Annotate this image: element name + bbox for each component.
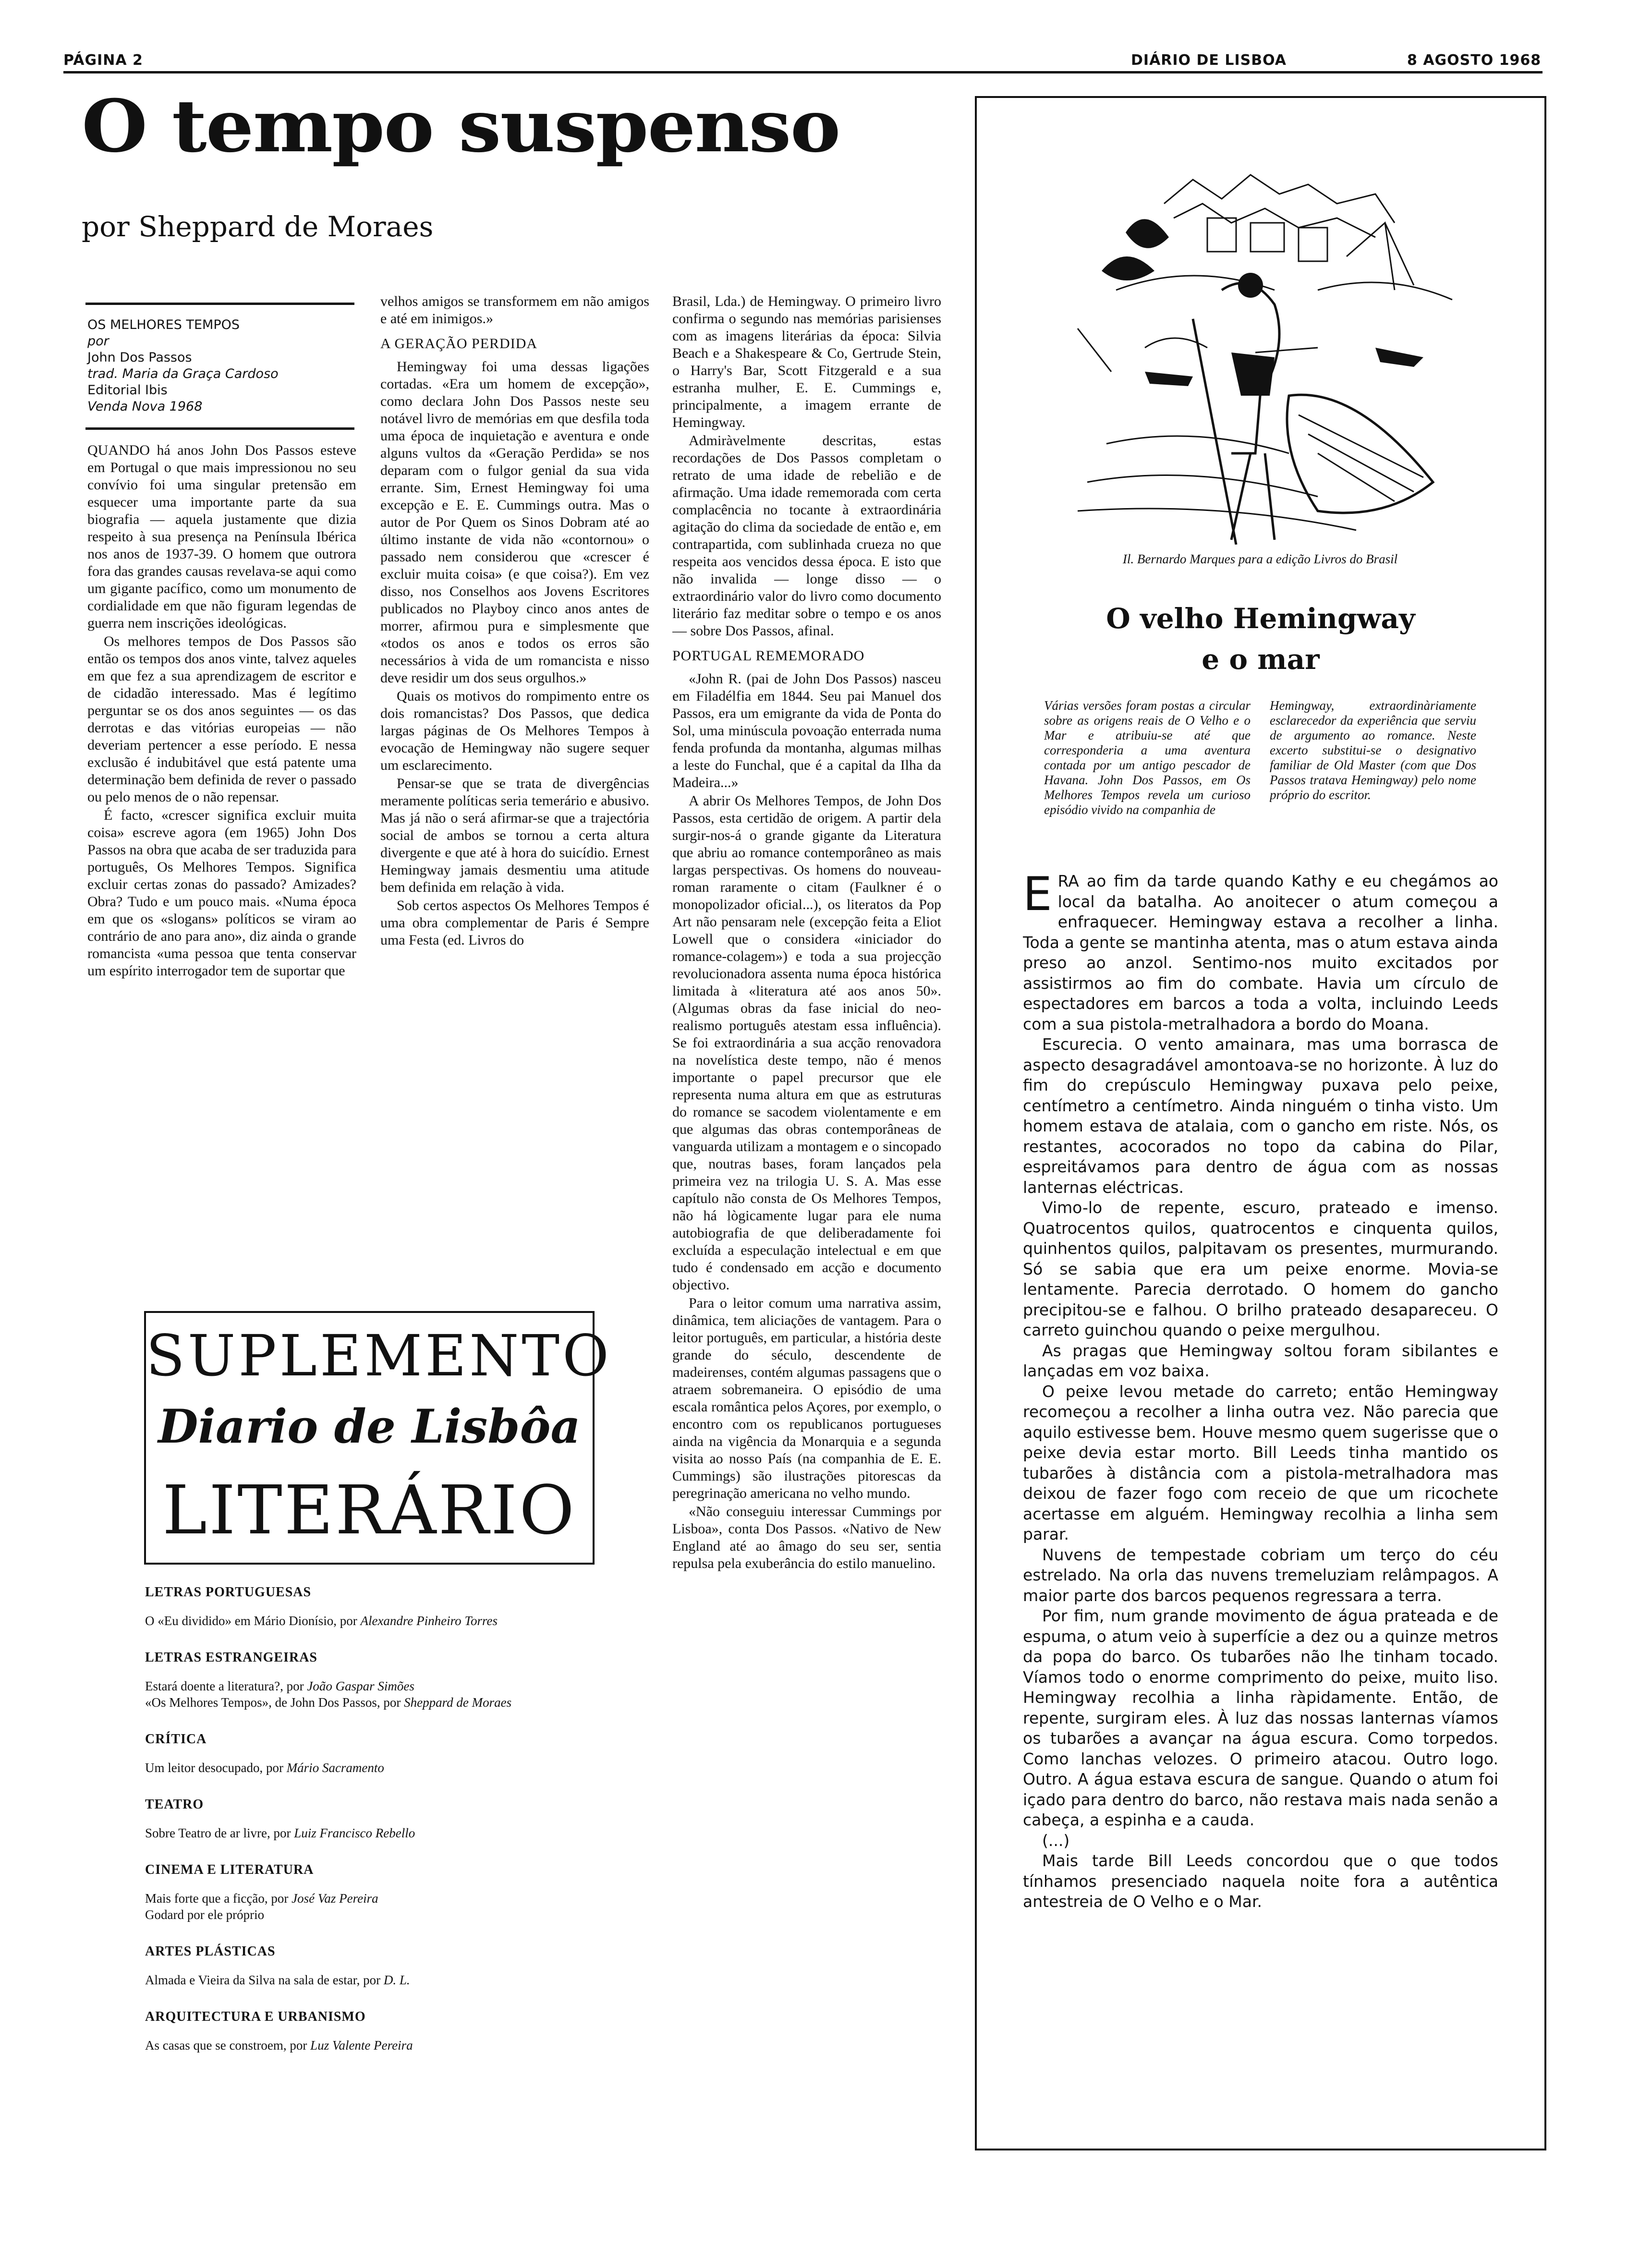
sidebar-intro-right: Hemingway, extraordinàriamente esclarecedor da experiência que serviu de argumento ao romance. Neste excerto substitui-se o designativo familiar de Old Master (com que Dos Passos tratava Hemingway) pelo nome próprio do escritor. (1270, 698, 1476, 802)
book-publisher: Editorial Ibis (87, 383, 168, 398)
supplement-item-title: Sobre Teatro de ar livre, por (145, 1826, 294, 1840)
supplement-section-heading: CINEMA E LITERATURA (145, 1862, 314, 1877)
supplement-section-heading: LETRAS ESTRANGEIRAS (145, 1650, 317, 1665)
paragraph: Pensar-se que se trata de divergências meramente políticas seria temerário e abusivo. Mas já não o será afirmar-se que a trajectória social de ambos se tornou a certa altura divergente e que até à hora do suicídio. Ernest Hemingway jamais desmentiu uma atitude bem definida em relação à vida. (380, 776, 649, 895)
article-title: O tempo suspenso (82, 84, 840, 169)
supplement-section (145, 1862, 625, 1923)
supplement-item (145, 1907, 625, 1923)
supplement-item-author: Luz Valente Pereira (310, 2038, 413, 2053)
sidebar-box (975, 96, 1546, 2150)
drop-cap: E (1023, 871, 1052, 921)
supplement-section-heading: CRÍTICA (145, 1732, 207, 1747)
supplement-item-author: Alexandre Pinheiro Torres (360, 1614, 498, 1628)
paragraph: A abrir Os Melhores Tempos, de John Dos Passos, esta certidão de origem. A partir dela surgir-nos-á o grande gigante da Literatura que abriu ao romance contemporâneo as mais largas perspectivas. Os homens do nouveau-roman raramente o citam (Faulkner é o monopolizador oficial...), os literatos da Pop Art não pensaram nele (excepção feita a Eliot Lowell que o considera «iniciador do romance-colagem») e toda a sua projecção revolucionadora assenta numa época histórica limitada à «literatura até aos anos 50». (Algumas obras da fase inicial do neo-realismo português atestam essa influência). Se foi extraordinária a sua acção renovadora na novelística deste tempo, não é menos importante o papel precursor que ele representa numa altura em que as estruturas do romance se sacodem violentamente e em que algumas das obras contemporâneas de vanguarda utilizam a montagem e o sincopado que, noutras bases, foram lançados pela primeira vez na trilogia U. S. A. Mas esse capítulo não consta de Os Melhores Tempos, não há lògicamente lugar para ele numa autobiografia de que deliberadamente foi excluída a especulação intelectual e em que tudo é condensado em acção e documento objectivo. (672, 793, 941, 1293)
paragraph: Nuvens de tempestade cobriam um terço do céu estrelado. Na orla das nuvens tremeluziam relâmpagos. A maior parte dos barcos pequenos regressara a terra. (1023, 1545, 1498, 1605)
supplement-title-line2: Diario de Lisbôa (158, 1399, 581, 1454)
supplement-item (145, 1760, 625, 1776)
section-heading: A GERAÇÃO PERDIDA (380, 336, 538, 352)
paragraph: Quais os motivos do rompimento entre os dois romancistas? Dos Passos, que dedica largas páginas de Os Melhores Tempos à evocação de Hemingway não sugere sequer um esclarecimento. (380, 688, 649, 773)
supplement-item-author: Luiz Francisco Rebello (294, 1826, 415, 1840)
supplement-item-title: As casas que se constroem, por (145, 2038, 311, 2053)
illustration-image (1049, 146, 1471, 545)
supplement-section (145, 2009, 625, 2053)
paragraph: Vimo-lo de repente, escuro, prateado e imenso. Quatrocentos quilos, quatrocentos e cinquenta quilos, quinhentos quilos, palpitavam os presentes, murmurando. Só se sabia que era um peixe enorme. Movia-se lentamente. Parecia derrotado. O homem do gancho precipitou-se e falhou. O brilho prateado desapareceu. O carreto guinchou quando o peixe mergulhou. (1023, 1198, 1498, 1339)
paragraph: RA ao fim da tarde quando Kathy e eu chegámos ao local da batalha. Ao anoitecer o atum começou a enfraquecer. Hemingway estava a recolher a linha. Toda a gente se mantinha atenta, mas o atum estava ainda preso ao anzol. Sentimo-nos muito excitados por assistirmos ao fim do combate. Havia um círculo de espectadores em barcos a toda a volta, incluindo Leeds com a sua pistola-metralhadora a bordo do Moana. (1023, 872, 1498, 1033)
supplement-item-author: D. L. (383, 1973, 410, 1987)
section-heading: PORTUGAL REMEMORADO (672, 648, 865, 664)
book-author: John Dos Passos (87, 350, 192, 365)
supplement-box (86, 1268, 653, 2103)
book-edition: Venda Nova 1968 (87, 399, 203, 414)
supplement-item-author: José Vaz Pereira (292, 1891, 378, 1906)
supplement-masthead (144, 1311, 612, 1565)
paragraph: Admiràvelmente descritas, estas recordações de Dos Passos completam o retrato de uma idade de rebelião e de afirmação. Uma idade rememorada com certa complacência no tocante à extraordinária agitação do clima da sociedade de então e, em contrapartida, com sublinhada crueza no que respeita aos vencidos dessa época. E isto que não invalida — longe disso — o extraordinário valor do livro como documento literário faz meditar sobre o tempo e os anos — sobre Dos Passos, afinal. (672, 433, 941, 639)
paragraph: É facto, «crescer significa excluir muita coisa» escreve agora (em 1965) John Dos Passos na obra que acaba de ser traduzida para português, Os Melhores Tempos. Significa excluir certas zonas do passado? Amizades? Obra? Tudo e um pouco mais. «Numa época em que os «slogans» políticos se viram ao contrário de ano para ano», diz ainda o grande romancista «uma pessoa que tenta conservar um espírito interrogador tem de suportar que (87, 807, 356, 979)
supplement-item (145, 1694, 625, 1711)
supplement-item (145, 1972, 625, 1988)
sidebar-excerpt (1023, 871, 1498, 2129)
article-byline: por Sheppard de Moraes (82, 210, 434, 243)
paragraph: Para o leitor comum uma narrativa assim, dinâmica, tem aliciações de vantagem. Para o leitor português, em particular, a história deste grande do século, descendente de madeirenses, contém algumas passagens que o atraem sobremaneira. O episódio de uma escala romântica pelos Açores, por exemplo, o encontro com os republicanos portugueses ainda na vigência da Monarquia e a segunda visita ao nosso País (na companhia de E. E. Cummings) são ilustrações pitorescas da peregrinação americana no velho mundo. (672, 1295, 941, 1501)
supplement-item-author: João Gaspar Simões (307, 1679, 414, 1693)
page-number: PÁGINA 2 (63, 52, 143, 69)
supplement-title-line1: SUPLEMENTO (146, 1323, 612, 1389)
supplement-section-heading: ARQUITECTURA E URBANISMO (145, 2009, 366, 2024)
newspaper-name: DIÁRIO DE LISBOA (1131, 52, 1287, 69)
sidebar-title-line2: e o mar (1202, 643, 1320, 676)
article-column-2 (380, 293, 649, 1253)
paragraph: «John R. (pai de John Dos Passos) nasceu em Filadélfia em 1844. Seu pai Manuel dos Passos, era um emigrante da vida de Ponta do Sol, uma minúscula povoação enterrada numa fenda profunda da montanha, algumas milhas a leste do Funchal, que é a capital da Ilha da Madeira...» (672, 671, 941, 790)
paragraph: velhos amigos se transformem em não amigos e até em inimigos.» (380, 293, 649, 327)
supplement-section (145, 1585, 625, 1629)
paragraph: «Não conseguiu interessar Cummings por Lisboa», conta Dos Passos. «Nativo de New England até ao âmago do seu ser, sentia repulsa pela exuberância do estilo manuelino. (672, 1504, 941, 1571)
article-column-1 (87, 442, 356, 1258)
supplement-item (145, 1825, 625, 1841)
supplement-section (145, 1732, 625, 1776)
sidebar-intro-left: Várias versões foram postas a circular sobre as origens reais de O Velho e o Mar e atribuiu-se até que corresponderia a uma aventura contada por um antigo pescador de Havana. John Dos Passos, em Os Melhores Tempos revela um curioso episódio vivido na companhia de (1044, 698, 1251, 817)
paragraph: Mais tarde Bill Leeds concordou que o que todos tínhamos presenciado naquela noite fora a autêntica antestreia de O Velho e o Mar. (1023, 1851, 1498, 1911)
book-info (87, 317, 356, 415)
book-box-top-rule (85, 303, 354, 305)
supplement-section (145, 1944, 625, 1988)
supplement-item-author: Mário Sacramento (286, 1761, 384, 1775)
paragraph: As pragas que Hemingway soltou foram sibilantes e lançadas em voz baixa. (1023, 1341, 1498, 1380)
supplement-item-title: «Os Melhores Tempos», de John Dos Passos, por (145, 1695, 404, 1710)
supplement-item-title: Mais forte que a ficção, por (145, 1891, 292, 1906)
book-title: OS MELHORES TEMPOS (87, 317, 240, 332)
supplement-item-author: Sheppard de Moraes (404, 1695, 512, 1710)
paragraph: Por fim, num grande movimento de água prateada e de espuma, o atum veio à superfície a dez ou a quinze metros da popa do barco. Os tubarões não lhe tinham tocado. Víamos todo o enorme comprimento do peixe, muito liso. Hemingway recolhia a linha ràpidamente. Então, de repente, surgiram eles. À luz das nossas lanternas víamos os tubarões a avançar na água escura. Como torpedos. Como lanchas velozes. O primeiro atacou. Outro logo. Outro. A água estava escura de sangue. Quando o atum foi içado para dentro do barco, não restava mais nada senão a cabeça, a espinha e a cauda. (1023, 1606, 1498, 1829)
supplement-section (145, 1650, 625, 1711)
supplement-item-title: Almada e Vieira da Silva na sala de estar, por (145, 1973, 384, 1987)
ellipsis: (...) (1042, 1831, 1070, 1850)
illustration-caption: Il. Bernardo Marques para a edição Livros do Brasil (1122, 552, 1398, 566)
supplement-item-title: Um leitor desocupado, por (145, 1761, 287, 1775)
article-column-3 (672, 293, 941, 2147)
supplement-title-line3: LITERÁRIO (162, 1471, 576, 1550)
supplement-section-heading: TEATRO (145, 1797, 204, 1812)
supplement-item (145, 1890, 625, 1907)
supplement-item (145, 1678, 625, 1694)
paragraph: Hemingway foi uma dessas ligações cortadas. «Era um homem de excepção», como declara John Dos Passos neste seu notável livro de memórias em que desfila toda uma época de inquietação e aventura e onde alguns vultos da «Geração Perdida» se nos deparam com o fulgor genial da sua vida errante. Sim, Ernest Hemingway foi uma excepção e E. E. Cummings outra. Mas o autor de Por Quem os Sinos Dobram até ao último instante de vida não «contornou» o passado nem considerou que «crescer é excluir muita coisa» (e que coisa?). Em vez disso, nos Conselhos aos Jovens Escritores publicados no Playboy cinco anos antes de morrer, afirmou pura e simplesmente que «todos os anos e todos os erros são necessários à vida de um romancista e nisso deve residir um dos seus orgulhos.» (380, 359, 649, 686)
header-rule (63, 71, 1543, 73)
paragraph: O peixe levou metade do carreto; então Hemingway recomeçou a recolher a linha outra vez. Não parecia que aquilo estivesse bem. Houve mesmo quem sugerisse que o peixe devia estar morto. Bill Leeds tinha mantido os tubarões à distância com a pistola-metralhadora mas deixou de fazer fogo com receio de que um ricochete acertasse em alguém. Hemingway recolhia a linha sem parar. (1023, 1382, 1498, 1543)
paragraph: QUANDO há anos John Dos Passos esteve em Portugal o que mais impressionou no seu convívio foi uma singular pretensão em esquecer uma importante parte da sua biografia — aquela justamente que dizia respeito à sua presença na Península Ibérica nos anos de 1937-39. O homem que outrora fora das grandes causas revelava-se aqui como um gigante pacífico, como um monumento de cordialidade em que não figuram legendas de guerra nem inscrições ideológicas. (87, 442, 356, 631)
supplement-item (145, 2037, 625, 2053)
supplement-item-title: Estará doente a literatura?, por (145, 1679, 307, 1693)
book-translator: trad. Maria da Graça Cardoso (87, 366, 279, 381)
supplement-item-title: Godard por ele próprio (145, 1907, 265, 1922)
supplement-contents (145, 1585, 625, 2075)
supplement-item-title: O «Eu dividido» em Mário Dionísio, por (145, 1614, 361, 1628)
supplement-section-heading: ARTES PLÁSTICAS (145, 1944, 276, 1959)
paragraph: Sob certos aspectos Os Melhores Tempos é uma obra complementar de Paris é Sempre uma Festa (ed. Livros do (380, 898, 649, 948)
paragraph: Os melhores tempos de Dos Passos são então os tempos dos anos vinte, talvez aqueles em que fez a sua aprendizagem de escritor e de cidadão interessado. Mas é legítimo perguntar se os dos anos seguintes — os das derrotas e das vitórias europeias — não deveriam pertencer a esse período. E nessa exclusão é indubitável que está patente uma determinação bem definida de rever o passado ou pelo menos de o não repensar. (87, 633, 356, 805)
sidebar-title-line1: O velho Hemingway (1106, 602, 1415, 635)
supplement-item (145, 1613, 625, 1629)
book-by: por (87, 334, 109, 349)
paragraph: Escurecia. O vento amainara, mas uma borrasca de aspecto desagradável amontoava-se no horizonte. À luz do fim do crepúsculo Hemingway puxava pelo peixe, centímetro a centímetro. Ainda ninguém o tinha visto. Um homem estava de atalaia, com o gancho em riste. Nós, os restantes, acocorados no topo da cabina do Pilar, espreitávamos para dentro de água com as nossas lanternas eléctricas. (1023, 1035, 1498, 1197)
supplement-section-heading: LETRAS PORTUGUESAS (145, 1585, 312, 1600)
book-box-bottom-rule (85, 427, 354, 430)
supplement-section (145, 1797, 625, 1841)
paragraph: Brasil, Lda.) de Hemingway. O primeiro livro confirma o segundo nas memórias parisienses com as imagens literárias da época: Silvia Beach e a Shakespeare & Co, Gertrude Stein, o Harry's Bar, Scott Fitzgerald e a sua estranha mulher, E. E. Cummings e, principalmente, a imagem errante de Hemingway. (672, 293, 941, 430)
issue-date: 8 AGOSTO 1968 (1407, 52, 1542, 69)
